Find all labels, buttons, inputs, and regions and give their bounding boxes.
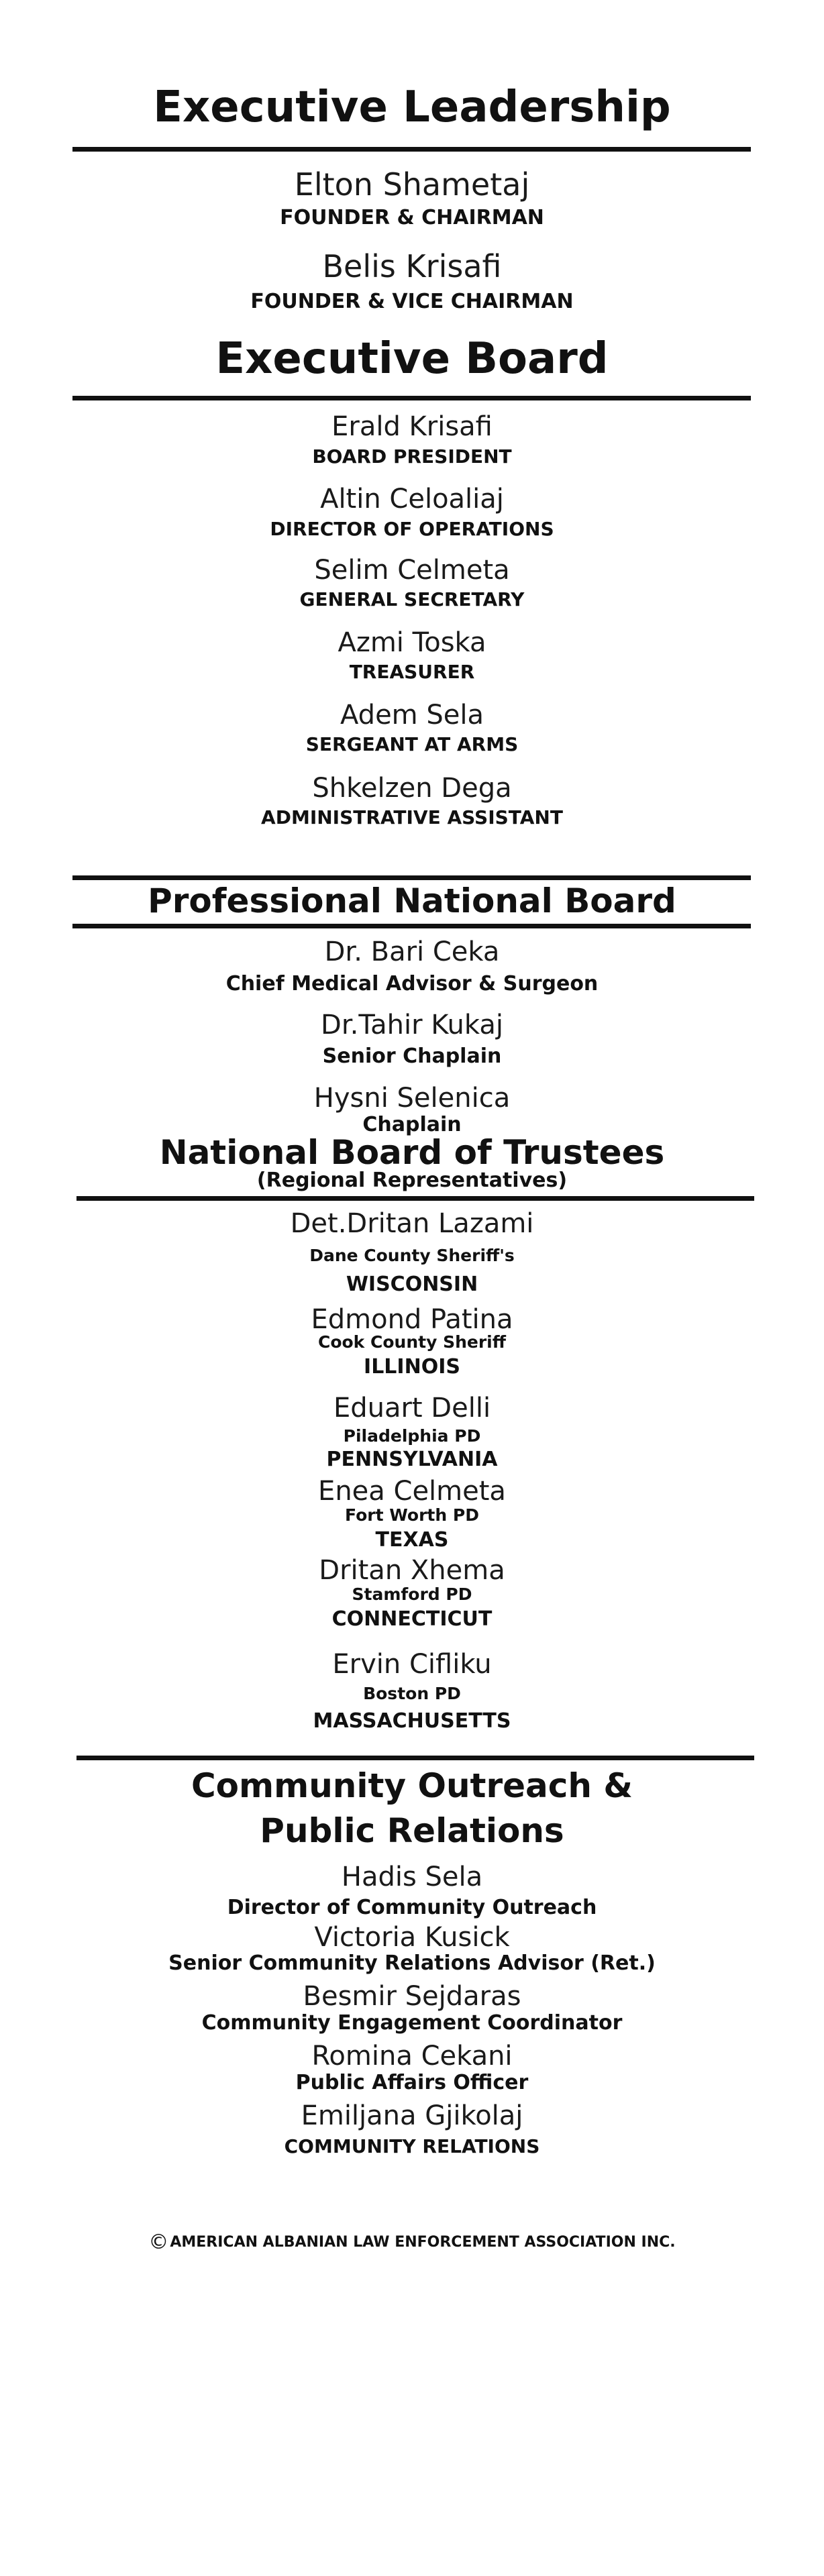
trustee-state: WISCONSIN [346, 1273, 478, 1296]
board-member-role: DIRECTOR OF OPERATIONS [270, 518, 554, 540]
leader-name: Belis Krisafi [322, 248, 502, 284]
outreach-member-name: Emiljana Gjikolaj [301, 2100, 523, 2131]
outreach-member-role: Public Affairs Officer [295, 2071, 529, 2094]
national-board-of-trustees-heading: National Board of Trustees [159, 1133, 665, 1172]
board-member-role: GENERAL SECRETARY [299, 588, 525, 610]
board-member-name: Selim Celmeta [314, 555, 510, 586]
divider [72, 396, 751, 400]
board-member-name: Dr.Tahir Kukaj [321, 1010, 503, 1040]
trustee-agency: Dane County Sheriff's [309, 1246, 515, 1265]
trustee-state: PENNSYLVANIA [326, 1448, 498, 1471]
copyright-icon: © [148, 2231, 169, 2254]
board-member-role: BOARD PRESIDENT [312, 445, 512, 468]
leader-role: FOUNDER & VICE CHAIRMAN [250, 290, 574, 313]
public-relations-heading: Public Relations [260, 1811, 564, 1850]
leader-role: FOUNDER & CHAIRMAN [280, 206, 544, 229]
divider [72, 924, 751, 928]
community-outreach-heading: Community Outreach & [191, 1766, 633, 1805]
footer-text: AMERICAN ALBANIAN LAW ENFORCEMENT ASSOCIATION INC. [170, 2234, 676, 2251]
board-member-name: Hysni Selenica [313, 1083, 511, 1114]
outreach-member-name: Besmir Sejdaras [303, 1981, 521, 2012]
professional-national-board-heading: Professional National Board [148, 881, 676, 920]
outreach-member-role: Senior Community Relations Advisor (Ret.) [168, 1951, 656, 1975]
outreach-member-role: Community Engagement Coordinator [201, 2011, 623, 2035]
outreach-member-role: COMMUNITY RELATIONS [284, 2135, 540, 2157]
trustee-agency: Cook County Sheriff [317, 1332, 506, 1352]
outreach-member-name: Victoria Kusick [314, 1922, 510, 1953]
board-member-role: Senior Chaplain [322, 1044, 502, 1068]
trustee-name: Edmond Patina [311, 1304, 513, 1335]
board-member-name: Adem Sela [340, 700, 484, 731]
board-member-role: ADMINISTRATIVE ASSISTANT [261, 806, 563, 828]
board-member-name: Azmi Toska [338, 627, 486, 658]
trustee-state: ILLINOIS [364, 1355, 460, 1379]
trustee-agency: Fort Worth PD [345, 1505, 479, 1525]
executive-board-heading: Executive Board [215, 334, 609, 384]
leader-name: Elton Shametaj [294, 166, 530, 203]
board-member-name: Altin Celoaliaj [320, 484, 504, 515]
footer-copyright [0, 2233, 824, 2253]
trustee-name: Enea Celmeta [318, 1476, 506, 1507]
board-member-name: Shkelzen Dega [312, 773, 512, 804]
board-member-name: Erald Krisafi [331, 411, 493, 442]
divider [72, 147, 751, 152]
board-member-role: Chief Medical Advisor & Surgeon [225, 972, 599, 996]
trustee-state: CONNECTICUT [331, 1607, 493, 1631]
board-member-role: Chaplain [362, 1113, 462, 1136]
trustee-state: TEXAS [375, 1528, 449, 1552]
divider [76, 1756, 754, 1760]
trustee-name: Det.Dritan Lazami [290, 1208, 534, 1239]
outreach-member-name: Romina Cekani [311, 2041, 513, 2072]
divider [76, 1196, 754, 1201]
divider [72, 875, 751, 880]
executive-leadership-heading: Executive Leadership [153, 83, 671, 132]
board-member-name: Dr. Bari Ceka [324, 936, 500, 967]
trustee-name: Ervin Cifliku [332, 1649, 492, 1680]
trustee-agency: Stamford PD [352, 1585, 472, 1604]
trustee-name: Dritan Xhema [319, 1555, 505, 1586]
outreach-member-name: Hadis Sela [341, 1862, 483, 1892]
trustee-agency: Boston PD [363, 1684, 461, 1703]
trustees-subheading: (Regional Representatives) [256, 1169, 568, 1192]
trustee-agency: Piladelphia PD [343, 1426, 481, 1446]
trustee-name: Eduart Delli [333, 1393, 491, 1424]
board-member-role: TREASURER [349, 661, 475, 683]
board-member-role: SERGEANT AT ARMS [305, 733, 519, 755]
trustee-state: MASSACHUSETTS [313, 1709, 511, 1733]
outreach-member-role: Director of Community Outreach [227, 1896, 597, 1919]
